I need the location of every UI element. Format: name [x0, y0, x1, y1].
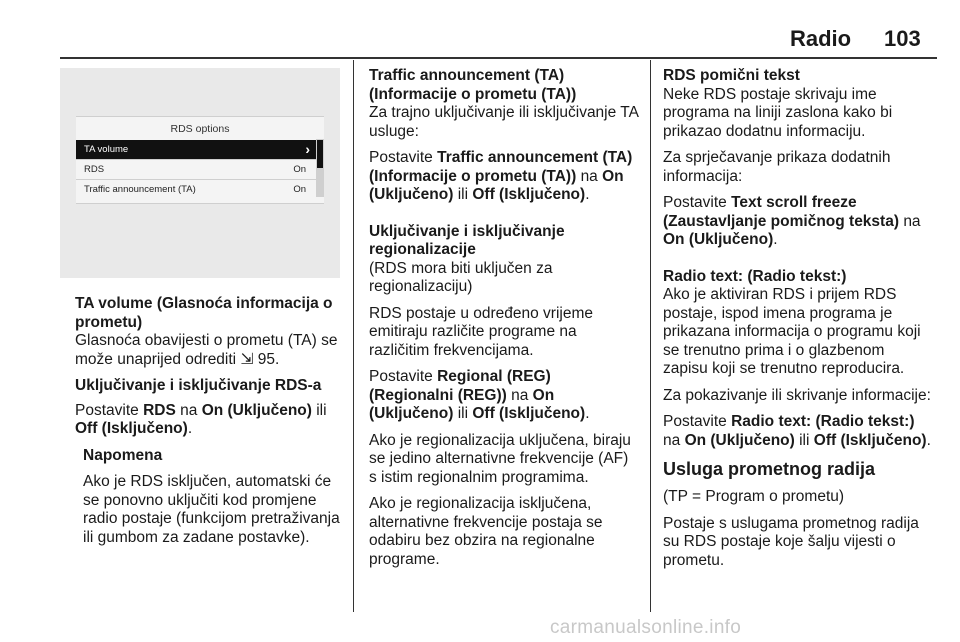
heading-rds-toggle: Uključivanje i isključivanje RDS-a	[75, 377, 322, 394]
arrow-ref-icon: ⇲	[240, 350, 254, 368]
paragraph: Postavite Traffic announcement (TA) (Informacije o prometu (TA)) na On (Uključeno) ili Off (Isključeno).	[369, 149, 633, 203]
page-header-title: Radio	[790, 26, 852, 51]
screen-row-traffic-announcement	[76, 180, 316, 199]
paragraph: Postavite Radio text: (Radio tekst:) na On (Uključeno) ili Off (Isključeno).	[663, 413, 931, 449]
note-box	[75, 447, 347, 548]
column-divider	[650, 60, 651, 612]
column-divider	[353, 60, 354, 612]
paragraph: Za sprječavanje prikaza dodatnih informacija:	[663, 149, 891, 185]
heading-radio-text: Radio text: (Radio tekst:)	[663, 267, 847, 285]
screen-row-label: TA volume	[84, 144, 129, 155]
scrollbar-thumb	[317, 140, 323, 168]
screen-title: RDS options	[170, 123, 230, 135]
paragraph: Ako je regionalizacija uključena, biraju se jedino alternativne frekvencije (AF) s istim regionalnim programima.	[369, 431, 631, 486]
paragraph: Postaje s uslugama prometnog radija su RDS postaje koje šalju vijesti o prometu.	[663, 514, 919, 569]
paragraph: Postavite RDS na On (Uključeno) ili Off (Isključeno).	[75, 401, 327, 437]
paragraph: Postavite Text scroll freeze (Zaustavljanje pomičnog teksta) na On (Uključeno).	[663, 194, 921, 248]
heading-traffic-announcement: Traffic announcement (TA) (Informacije o prometu (TA))	[369, 67, 577, 103]
paragraph: Glasnoća obavijesti o prometu (TA) se može unaprijed odrediti ⇲ 95.	[75, 332, 338, 368]
chevron-right-icon: ›	[305, 141, 310, 157]
screen-row-label: RDS	[84, 164, 105, 175]
paragraph: Za pokazivanje ili skrivanje informacije:	[663, 386, 931, 404]
watermark: carmanualsonline.info	[550, 617, 742, 638]
column-3	[663, 67, 933, 578]
screen-row-label: Traffic announcement (TA)	[84, 184, 196, 195]
paragraph: Za trajno uključivanje ili isključivanje TA usluge:	[369, 104, 639, 140]
column-1	[75, 295, 347, 555]
page-number: 103	[884, 26, 921, 51]
paragraph: RDS postaje u određeno vrijeme emitiraju različite programe na različitim frekvencijama.	[369, 304, 594, 359]
note-text: Ako je RDS isključen, automatski će se ponovno uključiti kod promjene radio postaje (funkcijom pretraživanja ili gumbom za zadane postavke).	[83, 473, 340, 546]
rds-options-screen-image	[60, 68, 340, 278]
note-title: Napomena	[83, 446, 163, 464]
paragraph: (RDS mora biti uključen za regionalizaciju)	[369, 259, 553, 295]
screen-row-value: On	[293, 184, 306, 195]
screen-row-rds	[76, 160, 316, 179]
paragraph: Ako je regionalizacija isključena, alternativne frekvencije postaja se odabiru bez obzira na regionalne programe.	[369, 495, 603, 568]
heading-traffic-radio-service: Usluga prometnog radija	[663, 459, 876, 479]
heading-ta-volume: TA volume (Glasnoća informacija o prometu)	[75, 295, 333, 331]
heading-rds-scroll-text: RDS pomični tekst	[663, 67, 800, 84]
paragraph: Neke RDS postaje skrivaju ime programa na liniji zaslona kako bi prikazao dodatnu informaciju.	[663, 85, 893, 140]
header-rule	[60, 57, 937, 59]
screen-row-value: On	[293, 164, 306, 175]
paragraph: Ako je aktiviran RDS i prijem RDS postaje, ispod imena programa je prikazana informacija o programu koji se trenutno prima i o glazbenom zapisu koji se trenutno reproducira.	[663, 286, 921, 377]
paragraph: (TP = Program o prometu)	[663, 488, 845, 505]
screen-row-ta-volume	[76, 140, 316, 159]
paragraph: Postavite Regional (REG) (Regionalni (REG)) na On (Uključeno) ili Off (Isključeno).	[369, 368, 590, 422]
heading-regionalization: Uključivanje i isključivanje regionalizacije	[369, 222, 565, 258]
column-2	[369, 67, 639, 577]
rds-options-menu	[76, 116, 324, 204]
